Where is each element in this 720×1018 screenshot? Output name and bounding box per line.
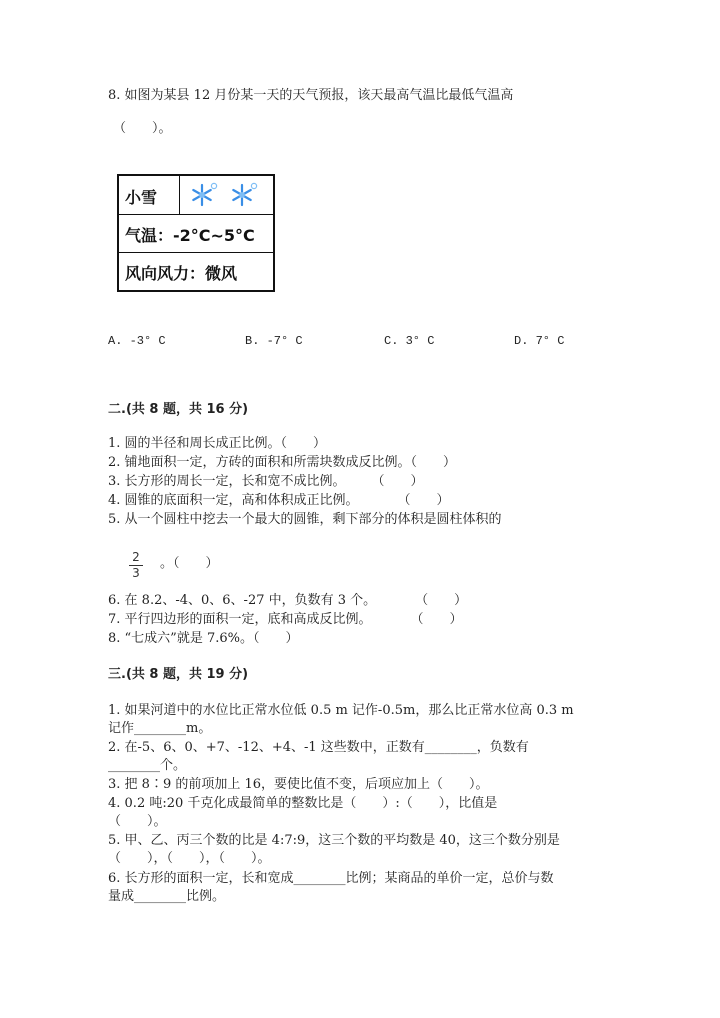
fill-item-4-line-2: （ ）。 <box>108 814 167 829</box>
question-8-text: 8. 如图为某县 12 月份某一天的天气预报，该天最高气温比最低气温高 <box>108 88 514 103</box>
option-b: B. -7° C <box>245 334 303 348</box>
fill-item-6-line-2: 量成________比例。 <box>108 889 226 904</box>
fill-item-1-line-1: 1. 如果河道中的水位比正常水位低 0.5 m 记作-0.5m，那么比正常水位高 0.3 m <box>108 703 574 718</box>
judge-item-3: 3. 长方形的周长一定，长和宽不成比例。 （ ） <box>108 474 424 489</box>
weather-row-divider <box>179 176 180 214</box>
option-a: A. -3° C <box>108 334 166 348</box>
option-c: C. 3° C <box>384 334 435 348</box>
judge-item-1: 1. 圆的半径和周长成正比例。（ ） <box>108 436 327 451</box>
fill-item-5-line-2: （ ），（ ），（ ）。 <box>108 851 271 866</box>
fill-item-4-line-1: 4. 0.2 吨:20 千克化成最简单的整数比是（ ）:（ ），比值是 <box>108 796 498 811</box>
option-d: D. 7° C <box>514 334 565 348</box>
weather-row-wind <box>119 252 273 290</box>
weather-wind-label: 风向风力：微风 <box>125 264 238 283</box>
fill-item-6-line-1: 6. 长方形的面积一定，长和宽成________比例；某商品的单价一定，总价与数 <box>108 871 554 886</box>
snowflake-icon <box>185 181 219 209</box>
judge-item-2: 2. 铺地面积一定，方砖的面积和所需块数成反比例。（ ） <box>108 455 457 470</box>
fill-item-3: 3. 把 8∶9 的前项加上 16，要使比值不变，后项应加上（ ）。 <box>108 777 489 792</box>
fraction-denominator: 3 <box>132 566 140 580</box>
snowflake-icon <box>225 181 259 209</box>
weather-condition-label: 小雪 <box>125 188 158 207</box>
judge-item-6: 6. 在 8.2、-4、0、6、-27 中，负数有 3 个。 （ ） <box>108 593 468 608</box>
judge-item-7: 7. 平行四边形的面积一定，底和高成反比例。 （ ） <box>108 612 463 627</box>
weather-forecast-card <box>117 174 275 292</box>
judge-item-5: 5. 从一个圆柱中挖去一个最大的圆锥，剩下部分的体积是圆柱体积的 <box>108 512 502 527</box>
judge-item-5-continuation: 。（ ） <box>160 556 219 571</box>
section-2-heading: 二.(共 8 题，共 16 分) <box>108 402 249 417</box>
weather-temperature-label: 气温：-2°C~5°C <box>125 226 255 245</box>
fill-item-1-line-2: 记作________m。 <box>108 721 212 736</box>
fill-item-2-line-1: 2. 在-5、6、0、+7、-12、+4、-1 这些数中，正数有________，负数有 <box>108 740 529 755</box>
weather-row-condition <box>119 176 273 215</box>
fraction-numerator: 2 <box>132 550 140 564</box>
question-8-answer-blank: （ ）。 <box>113 121 172 136</box>
fraction-two-thirds <box>129 551 143 580</box>
fill-item-2-line-2: ________个。 <box>108 758 187 773</box>
fill-item-5-line-1: 5. 甲、乙、丙三个数的比是 4:7:9，这三个数的平均数是 40，这三个数分别是 <box>108 833 560 848</box>
judge-item-4: 4. 圆锥的底面积一定，高和体积成正比例。 （ ） <box>108 493 450 508</box>
section-3-heading: 三.(共 8 题，共 19 分) <box>108 667 249 682</box>
weather-row-temperature <box>119 214 273 253</box>
judge-item-8: 8. “七成六”就是 7.6%。（ ） <box>108 631 299 646</box>
